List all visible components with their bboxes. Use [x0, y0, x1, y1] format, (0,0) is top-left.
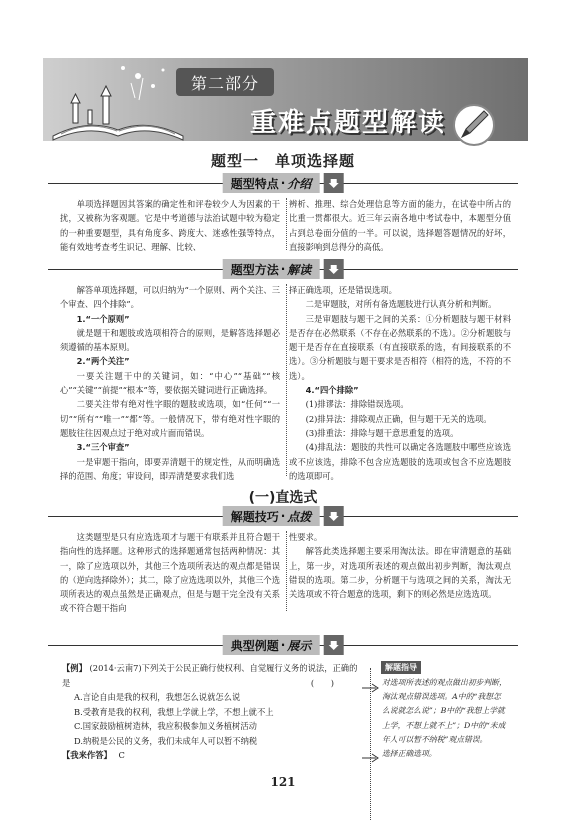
answer-value: C	[118, 750, 125, 760]
paragraph: 三是审题肢与题干之间的关系：①分析题肢与题干材料是否存在必然联系（不存在必然联系的不选）。②分析题肢与题干是否存在直接联系（有直接联系的选，有间接联系的不选）。③分析题肢与题干要求是否相符（相符的选，不符的不选）。	[289, 313, 511, 381]
example-question	[62, 661, 358, 763]
features-right: 辨析、推理、综合处理信息等方面的能力，在试卷中所占的比重一贯都很大。近三年云南各地中考试卷中，本题型分值占到总卷面分值的一半。可以说，选择题答题情况的好坏，直接影响到总得分的高低。	[289, 199, 511, 252]
hint-label: 解题指导	[381, 661, 421, 674]
paragraph: 择正确选项，还是错误选项。	[289, 285, 397, 295]
answer-bracket: ( )	[310, 677, 334, 688]
option-a: A.言论自由是我的权利，我想怎么说就怎么说	[74, 692, 241, 702]
tag-examples	[223, 635, 344, 655]
question-stem: 【例】 (2014·云南7)下列关于公民正确行使权利、自觉履行义务的说法，正确的是 ( )	[62, 661, 358, 690]
option-d: D.纳税是公民的义务，我们未成年人可以暂不纳税	[74, 735, 258, 746]
column-divider	[286, 284, 287, 476]
paragraph: (4)排乱法：题肢的共性可以确定各选题肢中哪些应该选或不应该选，排除不包含应选题肢的选项或包含不应选题肢的选项即可。	[289, 442, 511, 481]
arrow-right-icon	[362, 753, 382, 763]
banner-title: 重难点题型解读	[250, 108, 447, 138]
tag-skills	[223, 506, 344, 526]
heading: 3.“三个审查”	[76, 442, 130, 453]
hint-line: 年人可以暂不纳税”观点错误。	[382, 734, 488, 744]
hint-line: 么说就怎么说”；B中的“我想上学就	[382, 706, 505, 716]
tag-label: 题型特点 · 介绍	[223, 173, 320, 193]
paragraph: 一要关注题干中的关键词，如：“中心”“基础”“核心”“关键”“前提”“根本”等，要依据关键词进行正确选择。	[60, 370, 280, 396]
paragraph: 就是题干和题肢或选项相符合的原则，是解答选择题必须遵循的基本原则。	[60, 327, 280, 353]
arrow-down-icon	[323, 635, 343, 655]
hint-line: 淘汰观点错误选项。A中的“我想怎	[382, 692, 501, 702]
tag-label: 解题技巧 · 点拨	[223, 506, 320, 526]
arrow-right-icon	[362, 683, 382, 693]
section-title: 题型一 单项选择题	[210, 152, 355, 170]
answer-line: 【我来作答】 C	[62, 750, 125, 760]
arrow-down-icon	[323, 506, 343, 526]
paragraph: 二要关注带有绝对性字眼的题肢或选项，如“任何”“一切”“所有”“唯一”“都”等。一般情况下，带有绝对性字眼的题肢往往因观点过于绝对或片面而错误。	[60, 399, 280, 438]
heading: 4.“四个排除”	[305, 385, 359, 396]
option-b: B.受教育是我的权利，我想上学就上学，不想上就不上	[74, 706, 274, 717]
skills-right: 性要求。 解答此类选择题主要采用淘汰法。即在审清题意的基础上，第一步，对选项所表述的观点做出初步判断，淘汰观点错误的选项。第二步，分析题干与选项之间的关系，淘汰无关选项或不符合题意的选项，剩下的则必然是应选选项。	[289, 532, 511, 600]
subsection-title: (一)直选式	[248, 490, 318, 506]
tag-label: 典型例题 · 展示	[223, 635, 320, 655]
paragraph: (3)排重法：排除与题干意思重复的选项。	[305, 427, 459, 438]
option-c: C.国家鼓励植树造林，我应积极参加义务植树活动	[74, 721, 257, 731]
arrow-down-icon	[323, 259, 343, 279]
pencil-icon	[452, 103, 496, 147]
hint-line: 上学，不想上就不上”；D中的“未成	[382, 720, 506, 730]
features-left: 单项选择题因其答案的确定性和评卷较少人为因素的干扰，又被称为客观题。它是中考道德与法治试题中较为稳定的一种重要题型，具有角度多、跨度大、迷惑性强等特点，能有效地考查考生识记、理解、比较、	[60, 199, 280, 252]
column-divider	[286, 198, 287, 250]
heading: 2.“两个关注”	[76, 356, 130, 367]
hint-text	[382, 676, 532, 761]
skills-left: 这类题型是只有应选选项才与题干有联系并且符合题干指向性的选择题。这种形式的选择题通常包括两种情况：其一，除了应选项以外，其他三个选项所表达的观点都是错误的（逆向选择除外）；其二，除了应选选项以外，其他三个选项所表达的观点虽然是正确观点，但是与题干完全没有关系或不符合题干指向	[60, 532, 280, 614]
tag-features	[223, 173, 344, 193]
methods-right	[289, 283, 511, 483]
paragraph: 解答单项选择题，可以归纳为“一个原则、两个关注、三个审查、四个排除”。	[60, 285, 280, 310]
paragraph: (2)排异法：排除观点正确，但与题干无关的选项。	[305, 413, 492, 424]
paragraph: 一是审题干指向，即要弄清题干的规定性，从而明确选择的范围、角度；审设问，即弄清楚要求我们选	[60, 456, 280, 481]
tag-label: 题型方法 · 解读	[223, 259, 320, 279]
column-divider	[286, 531, 287, 611]
methods-left	[60, 283, 280, 483]
paragraph: 二是审题肢，对所有备选题肢进行认真分析和判断。	[305, 299, 497, 310]
arrow-down-icon	[323, 173, 343, 193]
hint-line: 对选项所表述的观点做出初步判断，	[382, 678, 507, 687]
paragraph: (1)排谬法：排除错误选项。	[305, 399, 409, 410]
tag-methods	[223, 259, 344, 279]
part-label: 第二部分	[176, 68, 274, 96]
hint-line: 选择正确选项。	[382, 749, 437, 759]
page-number: 121	[270, 775, 296, 789]
heading: 1.“一个原则”	[76, 313, 130, 324]
